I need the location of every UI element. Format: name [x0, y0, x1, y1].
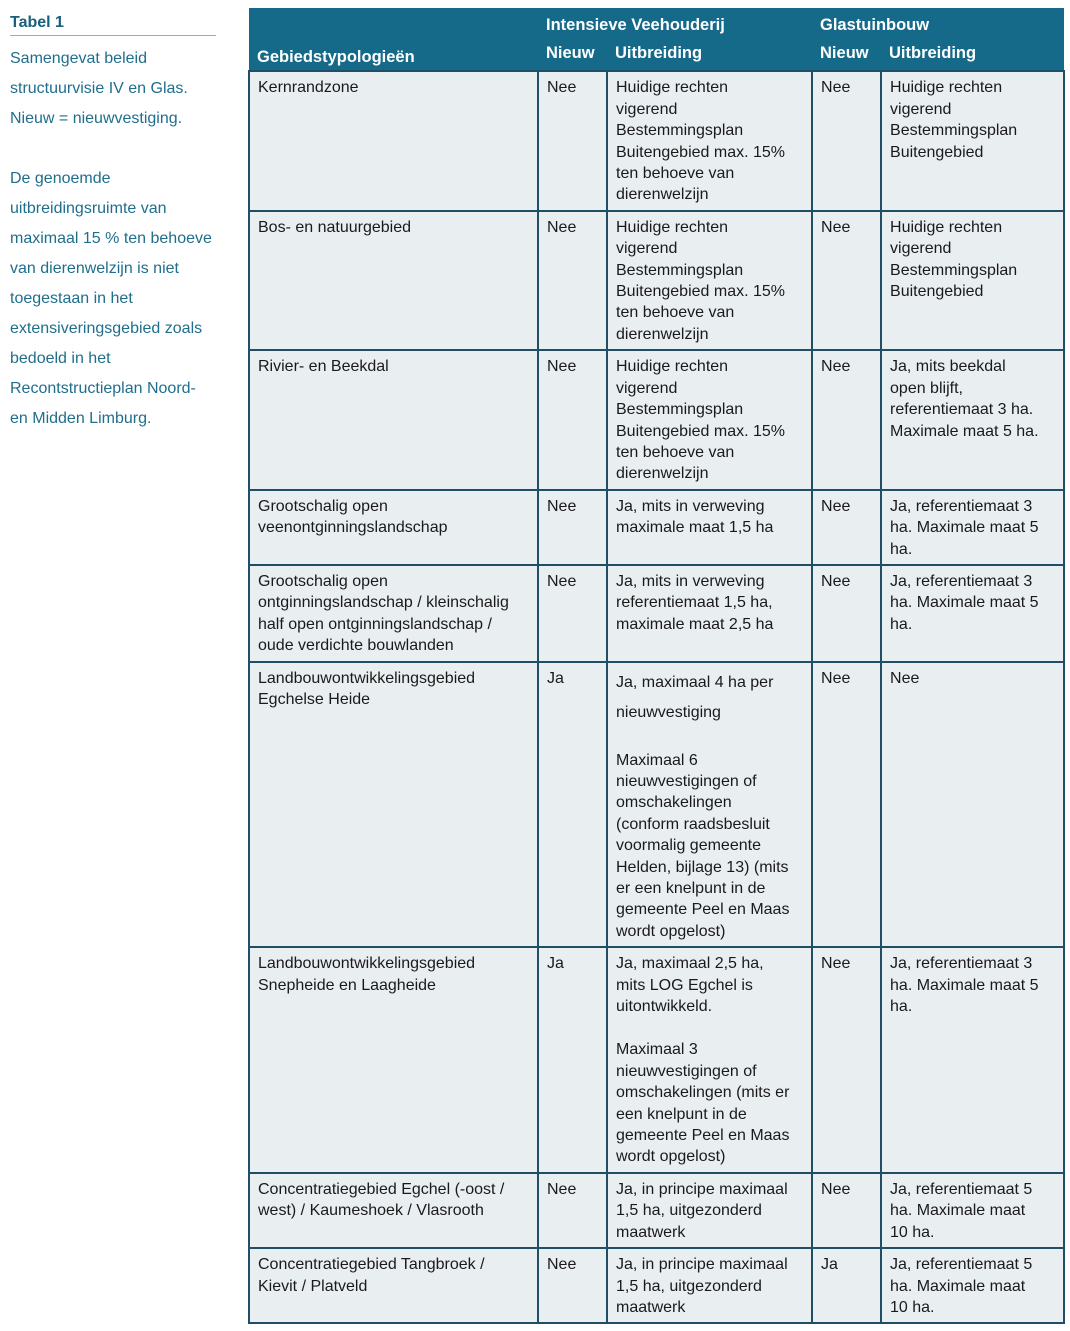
- cell-glas-nieuw: Nee: [812, 71, 881, 210]
- cell-iv-uitbreiding: Ja, mits in verweving referentiemaat 1,5 ha, maximale maat 2,5 ha: [607, 565, 812, 662]
- table-row: [249, 662, 1064, 948]
- cell-glas-nieuw: Nee: [812, 662, 881, 948]
- cell-iv-nieuw: Nee: [538, 350, 607, 489]
- header-iv-nieuw: Nieuw: [538, 38, 607, 71]
- cell-area: Landbouwontwikkelingsgebied Egchelse Heide: [249, 662, 538, 948]
- policy-table: [248, 8, 1065, 1324]
- cell-area: Landbouwontwikkelingsgebied Snepheide en Laagheide: [249, 947, 538, 1173]
- cell-iv-uitbreiding: Ja, mits in verweving maximale maat 1,5 ha: [607, 490, 812, 565]
- cell-iv-uitbreiding: Ja, in principe maximaal 1,5 ha, uitgezonderd maatwerk: [607, 1248, 812, 1323]
- header-area-type: Gebiedstypologieën: [249, 8, 538, 71]
- table-row: [249, 350, 1064, 489]
- cell-iv-uitbreiding: Ja, in principe maximaal 1,5 ha, uitgezonderd maatwerk: [607, 1173, 812, 1248]
- cell-area: Bos- en natuurgebied: [249, 211, 538, 350]
- cell-area: Rivier- en Beekdal: [249, 350, 538, 489]
- table-row: [249, 490, 1064, 565]
- cell-iv-uitbreiding-extra: Maximaal 6 nieuwvestigingen of omschakelingen (conform raadsbesluit voormalig gemeente Helden, bijlage 13) (mits er een knelpunt in de gemeente Peel en Maas wordt opgelost): [616, 751, 790, 940]
- cell-iv-uitbreiding-main: Ja, maximaal 2,5 ha, mits LOG Egchel is uitontwikkeld.: [616, 955, 764, 1016]
- cell-iv-nieuw: Nee: [538, 71, 607, 210]
- table-row: [249, 1173, 1064, 1248]
- cell-iv-nieuw: Nee: [538, 1248, 607, 1323]
- header-iv-uitbreiding: Uitbreiding: [607, 38, 812, 71]
- cell-glas-uitbreiding: Ja, referentiemaat 3 ha. Maximale maat 5 ha.: [881, 947, 1064, 1173]
- header-glas-nieuw: Nieuw: [812, 38, 881, 71]
- cell-area: Grootschalig open ontginningslandschap / kleinschalig half open ontginningslandschap / oude verdichte bouwlanden: [249, 565, 538, 662]
- cell-iv-uitbreiding: Huidige rechten vigerend Bestemmingsplan Buitengebied max. 15% ten behoeve van dierenwelzijn: [607, 350, 812, 489]
- cell-glas-uitbreiding: Ja, referentiemaat 3 ha. Maximale maat 5 ha.: [881, 490, 1064, 565]
- cell-iv-uitbreiding-main: Ja, maximaal 4 ha per nieuwvestiging: [616, 673, 774, 721]
- cell-glas-nieuw: Nee: [812, 947, 881, 1173]
- header-group-iv: Intensieve Veehouderij: [538, 8, 812, 38]
- table-row: [249, 1248, 1064, 1323]
- cell-glas-nieuw: Nee: [812, 350, 881, 489]
- cell-iv-uitbreiding: [607, 662, 812, 948]
- cell-glas-uitbreiding: Huidige rechten vigerend Bestemmingsplan Buitengebied: [881, 211, 1064, 350]
- cell-area: Kernrandzone: [249, 71, 538, 210]
- cell-glas-nieuw: Nee: [812, 490, 881, 565]
- cell-area: Grootschalig open veenontginningslandschap: [249, 490, 538, 565]
- header-glas-uitbreiding: Uitbreiding: [881, 38, 1064, 71]
- cell-glas-uitbreiding: Ja, mits beekdal open blijft, referentiemaat 3 ha. Maximale maat 5 ha.: [881, 350, 1064, 489]
- cell-glas-uitbreiding: Nee: [881, 662, 1064, 948]
- cell-area: Concentratiegebied Egchel (-oost / west) / Kaumeshoek / Vlasrooth: [249, 1173, 538, 1248]
- cell-iv-nieuw: Ja: [538, 947, 607, 1173]
- caption-title: Tabel 1: [10, 14, 216, 36]
- table-caption-sidebar: [10, 14, 216, 434]
- cell-area: Concentratiegebied Tangbroek / Kievit / Platveld: [249, 1248, 538, 1323]
- cell-iv-uitbreiding: [607, 947, 812, 1173]
- cell-glas-nieuw: Nee: [812, 211, 881, 350]
- cell-iv-nieuw: Nee: [538, 490, 607, 565]
- cell-glas-nieuw: Ja: [812, 1248, 881, 1323]
- cell-iv-uitbreiding: Huidige rechten vigerend Bestemmingsplan Buitengebied max. 15% ten behoeve van dierenwelzijn: [607, 71, 812, 210]
- cell-glas-nieuw: Nee: [812, 1173, 881, 1248]
- cell-glas-uitbreiding: Ja, referentiemaat 5 ha. Maximale maat 10 ha.: [881, 1248, 1064, 1323]
- caption-note: De genoemde uitbreidingsruimte van maximaal 15 % ten behoeve van dierenwelzijn is niet toegestaan in het extensiveringsgebied zoals bedoeld in het Recontstructieplan Noord- en Midden Limburg.: [10, 170, 212, 427]
- table-row: [249, 947, 1064, 1173]
- cell-iv-nieuw: Nee: [538, 211, 607, 350]
- cell-glas-uitbreiding: Huidige rechten vigerend Bestemmingsplan Buitengebied: [881, 71, 1064, 210]
- table-row: [249, 565, 1064, 662]
- cell-iv-nieuw: Ja: [538, 662, 607, 948]
- cell-glas-uitbreiding: Ja, referentiemaat 5 ha. Maximale maat 10 ha.: [881, 1173, 1064, 1248]
- cell-iv-uitbreiding-extra: Maximaal 3 nieuwvestigingen of omschakelingen (mits er een knelpunt in de gemeente Peel en Maas wordt opgelost): [616, 1041, 790, 1166]
- caption-text: Samengevat beleid structuurvisie IV en Glas. Nieuw = nieuwvestiging.: [10, 50, 188, 127]
- cell-glas-uitbreiding: Ja, referentiemaat 3 ha. Maximale maat 5 ha.: [881, 565, 1064, 662]
- cell-glas-nieuw: Nee: [812, 565, 881, 662]
- header-row-groups: [249, 8, 1064, 38]
- table-row: [249, 71, 1064, 210]
- cell-iv-nieuw: Nee: [538, 565, 607, 662]
- cell-iv-uitbreiding: Huidige rechten vigerend Bestemmingsplan Buitengebied max. 15% ten behoeve van dierenwelzijn: [607, 211, 812, 350]
- header-group-glas: Glastuinbouw: [812, 8, 1064, 38]
- table-row: [249, 211, 1064, 350]
- cell-iv-nieuw: Nee: [538, 1173, 607, 1248]
